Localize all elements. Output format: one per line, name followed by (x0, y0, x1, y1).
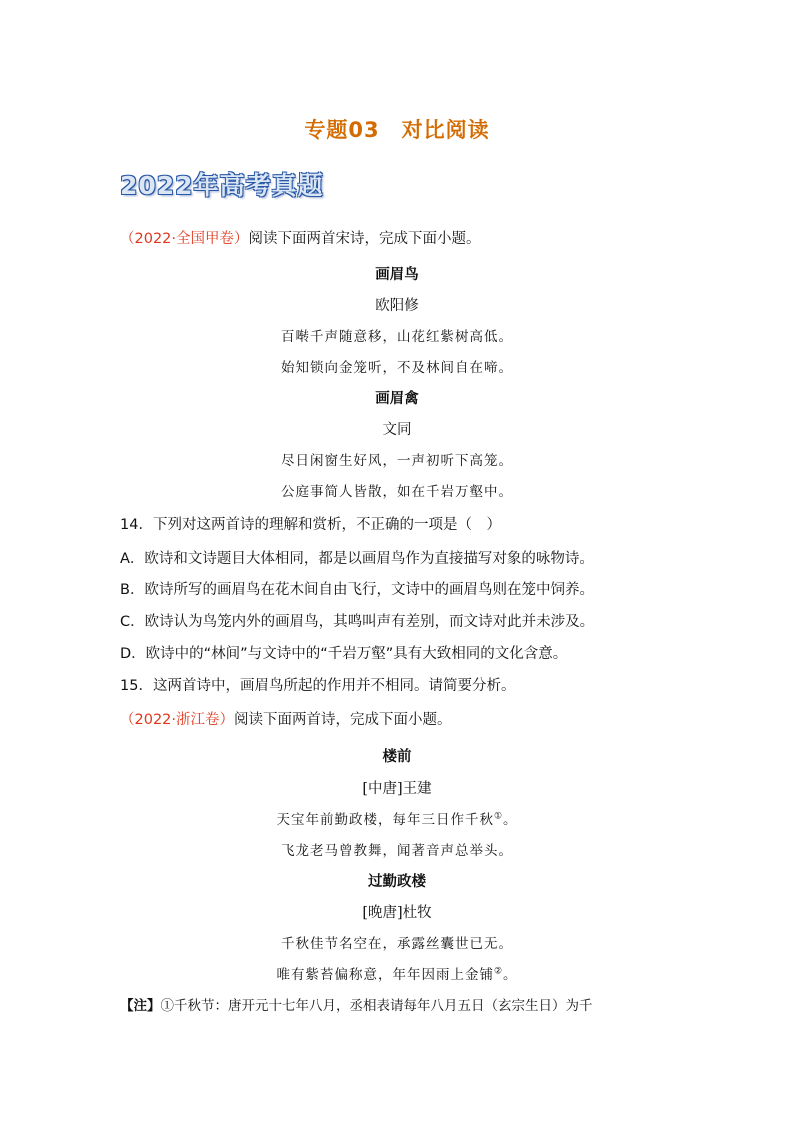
set2-poem1-line-2: 飞龙老马曾教舞，闻著音声总举头。 (281, 843, 513, 859)
note-text: ①千秋节：唐开元十七年八月，丞相表请每年八月五日（玄宗生日）为千 (160, 998, 593, 1014)
set1-intro: 阅读下面两首宋诗，完成下面小题。 (248, 231, 481, 247)
set2-intro-line (120, 708, 452, 729)
note-label: 【注】 (120, 998, 161, 1014)
footnote (120, 994, 593, 1014)
set2-poem1-author: [中唐]王建 (362, 781, 432, 797)
set1-poem1-author: 欧阳修 (375, 298, 419, 314)
set1-poem1-title: 画眉鸟 (375, 267, 419, 283)
footnote-mark-2: ② (493, 966, 504, 977)
verse-end: 。 (503, 967, 518, 983)
option-b: B．欧诗所写的画眉鸟在花木间自由飞行，文诗中的画眉鸟则在笼中饲养。 (120, 582, 594, 598)
set2-poem2-author: [晚唐]杜牧 (362, 905, 432, 921)
question-14: 14．下列对这两首诗的理解和赏析，不正确的一项是（ ） (120, 517, 501, 533)
set1-poem1-line-1: 百啭千声随意移，山花红紫树高低。 (281, 329, 513, 345)
set2-poem1-line-1 (0, 808, 794, 828)
set1-source: （2022·全国甲卷） (120, 231, 249, 247)
page-title: 专题03 对比阅读 (304, 118, 490, 142)
verse-text: 天宝年前勤政楼，每年三日作千秋 (276, 812, 494, 828)
set1-poem2-author: 文同 (382, 422, 412, 438)
set1-poem1-line-2: 始知锁向金笼听，不及林间自在啼。 (281, 360, 513, 376)
option-a: A．欧诗和文诗题目大体相同，都是以画眉鸟作为直接描写对象的咏物诗。 (120, 551, 594, 567)
set2-poem2-line-1: 千秋佳节名空在，承露丝囊世已无。 (281, 936, 513, 952)
set2-intro: 阅读下面两首诗，完成下面小题。 (234, 712, 452, 728)
set2-poem1-title: 楼前 (382, 749, 412, 765)
footnote-mark-1: ① (493, 811, 504, 822)
set1-intro-line (120, 227, 481, 248)
option-d: D．欧诗中的“林间”与文诗中的“千岩万壑”具有大致相同的文化含意。 (120, 646, 568, 662)
verse-end: 。 (503, 812, 518, 828)
set2-poem2-title: 过勤政楼 (368, 874, 426, 890)
set2-poem2-line-2 (0, 963, 794, 983)
verse-text: 唯有紫苔偏称意，年年因雨上金铺 (276, 967, 494, 983)
question-15: 15．这两首诗中，画眉鸟所起的作用并不相同。请简要分析。 (120, 678, 516, 694)
set1-poem2-line-2: 公庭事简人皆散，如在千岩万壑中。 (281, 484, 513, 500)
set2-source: （2022·浙江卷） (120, 712, 235, 728)
section-heading: 2022年高考真题 (120, 171, 324, 200)
set1-poem2-title: 画眉禽 (375, 391, 419, 407)
set1-poem2-line-1: 尽日闲窗生好风，一声初听下高笼。 (281, 453, 513, 469)
option-c: C．欧诗认为鸟笼内外的画眉鸟，其鸣叫声有差别，而文诗对此并未涉及。 (120, 614, 595, 630)
